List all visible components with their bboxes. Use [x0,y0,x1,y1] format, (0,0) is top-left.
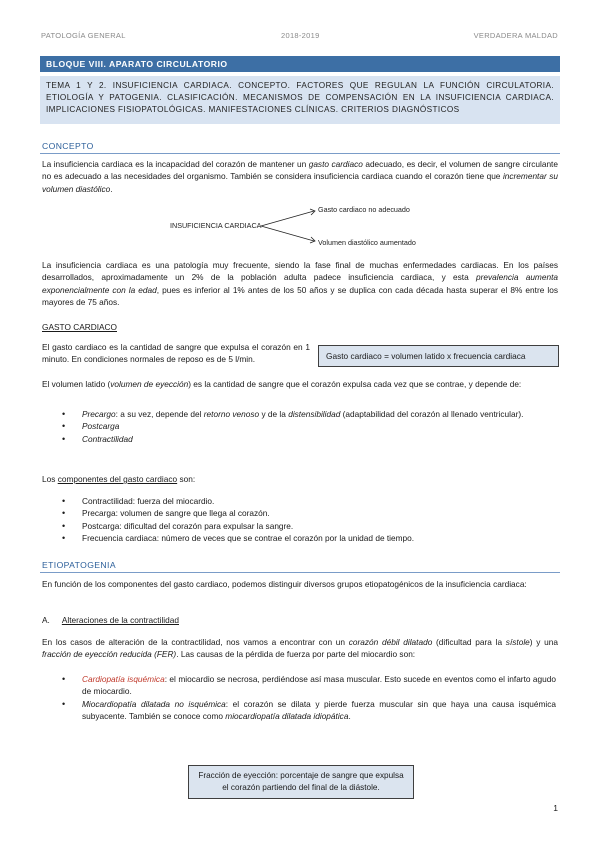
list-item-postcarga: • Postcarga [62,420,556,432]
subsection-heading-a: A. Alteraciones de la contractilidad [42,615,179,625]
section-heading-concepto: CONCEPTO [42,141,94,151]
list-item: • Contractilidad: fuerza del miocardio. [62,495,556,507]
diagram-bottom-label: Volumen diastólico aumentado [318,238,416,247]
section-divider [40,153,560,154]
list-item: • Postcarga: dificultad del corazón para expulsar la sangre. [62,520,556,532]
list-item-cardiopatia: • Cardiopatía isquémica: el miocardio se necrosa, perdiéndose así masa muscular. Esto sucede en eventos como el infarto agudo de miocardio. [62,673,556,698]
bloque-title: BLOQUE VIII. APARATO CIRCULATORIO [40,56,560,72]
gasto-paragraph-2: El volumen latido (volumen de eyección) es la cantidad de sangre que el corazón expulsa cada vez que se contrae, y depende de: [42,379,522,389]
header-year: 2018-2019 [281,31,320,40]
list-item-precarga: • Precargo: a su vez, depende del retorno venoso y de la distensibilidad (adaptabilidad del corazón al llenado ventricular). [62,408,556,420]
list-item: • Frecuencia cardiaca: número de veces que se contrae el corazón por la unidad de tiempo. [62,532,556,544]
section-heading-etiopatogenia: ETIOPATOGENIA [42,560,116,570]
diagram-center-label: INSUFICIENCIA CARDIACA [170,221,262,230]
concepto-paragraph-2: La insuficiencia cardiaca es una patología muy frecuente, siendo la fase final de muchas enfermedades cardiacas. En los países desarrollados, aproximadamente un 2% de la población adulta padece insuficiencia cardiaca, y esta prevalencia aumenta exponencialmente con la edad, pues es inferior al 1% antes de los 50 años y se duplica con cada década hasta superar el 8% entre los mayores de 75 años. [42,260,558,307]
section-divider [40,572,560,573]
page-number: 1 [553,803,558,813]
gasto-paragraph-1: El gasto cardiaco es la cantidad de sangre que expulsa el corazón en 1 minuto. En condiciones normales de reposo es de 5 l/min. [42,342,310,365]
formula-box: Gasto cardiaco = volumen latido x frecuencia cardiaca [318,345,559,367]
tema-title: TEMA 1 Y 2. INSUFICIENCIA CARDIACA. CONCEPTO. FACTORES QUE REGULAN LA FUNCIÓN CIRCULATORIA. ETIOLOGÍA Y PATOGENIA. CLASIFICACIÓN. MECANISMOS DE COMPENSACIÓN EN LA INSUFICIENCIA CARDIACA. IMPLICACIONES FISIOPATOLÓGICAS. MANIFESTACIONES CLÍNICAS. CRITERIOS DIAGNÓSTICOS [40,76,560,124]
header-subject: PATOLOGÍA GENERAL [41,31,126,40]
volumen-latido-list [62,408,556,445]
ejection-fraction-note: Fracción de eyección: porcentaje de sangre que expulsa el corazón partiendo del final de la diástole. [188,765,414,799]
diagram-arrows [258,206,320,246]
components-list [62,495,556,544]
list-item-miocardiopatia: • Miocardiopatía dilatada no isquémica: el corazón se dilata y pierde fuerza muscular sin que haya una causa isquémica subyacente. También se conoce como miocardiopatía dilatada idiopática. [62,698,556,723]
list-item-contractilidad: • Contractilidad [62,433,556,445]
concepto-paragraph-1: La insuficiencia cardiaca es la incapacidad del corazón de mantener un gasto cardiaco adecuado, es decir, el volumen de sangre circulante no es adecuado a las necesidades del organismo. También se considera insuficiencia cardiaca cuando el corazón tiene que incrementar su volumen diastólico. [42,159,559,194]
list-item: • Precarga: volumen de sangre que llega al corazón. [62,507,556,519]
header-author: VERDADERA MALDAD [473,31,558,40]
gasto-paragraph-3: Los componentes del gasto cardiaco son: [42,474,196,484]
diagram-top-label: Gasto cardiaco no adecuado [318,205,410,214]
section-heading-gasto: GASTO CARDIACO [42,322,117,332]
causes-list [62,673,556,722]
etio-paragraph-1: En función de los componentes del gasto cardiaco, podemos distinguir diversos grupos etiopatogénicos de la insuficiencia cardiaca: [42,579,527,589]
etio-paragraph-2: En los casos de alteración de la contractilidad, nos vamos a encontrar con un corazón débil dilatado (dificultad para la sístole) y una fracción de eyección reducida (FER). Las causas de la pérdida de fuerza por parte del miocardio son: [42,637,558,660]
